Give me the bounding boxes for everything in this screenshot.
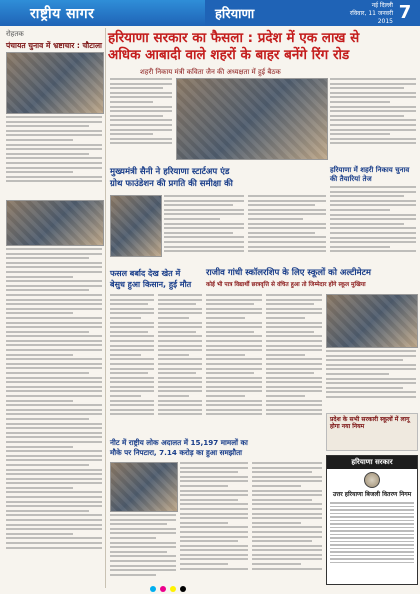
left-story-photo bbox=[6, 52, 104, 114]
lead-story-body-col2 bbox=[330, 78, 416, 158]
masthead bbox=[0, 0, 420, 26]
lok-adalat-headline-line-2: मौके पर निपटारा, 7.14 करोड़ का हुआ समझौता bbox=[110, 447, 243, 457]
column-divider bbox=[105, 28, 106, 588]
side-news-title: प्रदेश के सभी सरकारी स्कूलों में लागू होगा नया नियम bbox=[330, 416, 410, 430]
scholarship-body-col1 bbox=[206, 294, 262, 434]
startup-story-body-col2 bbox=[248, 195, 326, 260]
lok-adalat-photo bbox=[110, 462, 178, 512]
left-story-body bbox=[6, 116, 102, 196]
scholarship-subheadline: कोई भी पात्र विद्यार्थी छात्रवृत्ति से वंचित हुआ तो जिम्मेदार होंगे स्कूल मुखिया bbox=[206, 282, 366, 288]
left-story-title: पंचायत चुनाव में भ्रष्टाचार : चौटाला bbox=[6, 41, 102, 50]
registration-mark-yellow bbox=[170, 586, 176, 592]
lead-subheadline: शहरी निकाय मंत्री कविता जैन की अध्यक्षता में हुई बैठक bbox=[140, 68, 281, 76]
scholarship-body-col2 bbox=[266, 294, 322, 434]
date-city: नई दिल्ली bbox=[371, 2, 393, 9]
registration-mark-black bbox=[180, 586, 186, 592]
lok-adalat-body-col2 bbox=[180, 462, 248, 586]
crop-headline-line-1: फसल बर्बाद देख खेत में bbox=[110, 269, 181, 278]
lead-headline-line-2: अधिक आबादी वाले शहरों के बाहर बनेंगे रिंग रोड bbox=[108, 47, 350, 63]
lok-adalat-body-col3 bbox=[252, 462, 322, 586]
crop-story-body-col2 bbox=[158, 294, 202, 434]
startup-headline-line-2: ग्रोथ फाउंडेशन की प्रगति की समीक्षा की bbox=[110, 179, 233, 189]
ad-body bbox=[327, 498, 417, 567]
registration-mark-cyan bbox=[150, 586, 156, 592]
civic-headline: हरियाणा में शहरी निकाय चुनाव की तैयारियां तेज bbox=[330, 166, 410, 183]
lead-story-body-col1 bbox=[110, 78, 172, 158]
startup-story-body-col1 bbox=[164, 195, 244, 260]
left-story-photo-2 bbox=[6, 200, 104, 246]
page-number: 7 bbox=[398, 2, 412, 23]
crop-headline-line-2: बेसुध हुआ किसान, हुई मौत bbox=[110, 280, 192, 289]
left-story-header bbox=[6, 30, 102, 50]
government-advertisement bbox=[326, 455, 418, 585]
lok-adalat-body-col1 bbox=[110, 514, 176, 586]
civic-story-body bbox=[330, 186, 416, 264]
lead-headline-line-1: हरियाणा सरकार का फैसला : प्रदेश में एक लाख से bbox=[108, 30, 360, 46]
scholarship-body-col3 bbox=[326, 350, 416, 408]
ad-header: हरियाणा सरकार bbox=[327, 456, 417, 469]
lead-story-photo bbox=[176, 78, 328, 160]
ad-title: उत्तर हरियाणा बिजली वितरण निगम bbox=[332, 491, 412, 498]
lok-adalat-headline-line-1: नीट में राष्ट्रीय लोक अदालत में 15,197 मामलों का bbox=[110, 438, 248, 447]
registration-mark-magenta bbox=[160, 586, 166, 592]
crop-headline bbox=[110, 268, 200, 290]
scholarship-headline: राजीव गांधी स्कॉलरशिप के लिए स्कूलों को अल्टीमेटम bbox=[206, 268, 371, 278]
lok-adalat-headline bbox=[110, 438, 322, 457]
left-column-body bbox=[6, 248, 102, 586]
scholarship-photo bbox=[326, 294, 418, 348]
left-story-kicker: रोहतक bbox=[6, 30, 24, 38]
brand-name: राष्ट्रीय सागर bbox=[30, 6, 95, 22]
dateline bbox=[333, 2, 393, 26]
side-news-box bbox=[326, 413, 418, 451]
startup-headline bbox=[110, 166, 326, 190]
ad-emblem-icon bbox=[364, 472, 380, 488]
lead-headline bbox=[108, 30, 414, 64]
date-text: रविवार, 11 जनवरी 2015 bbox=[349, 10, 393, 25]
crop-story-body-col1 bbox=[110, 294, 154, 434]
startup-story-photo bbox=[110, 195, 162, 257]
startup-headline-line-1: मुख्यमंत्री सैनी ने हरियाणा स्टार्टअप एंड bbox=[110, 167, 230, 177]
section-title: हरियाणा bbox=[215, 7, 255, 22]
